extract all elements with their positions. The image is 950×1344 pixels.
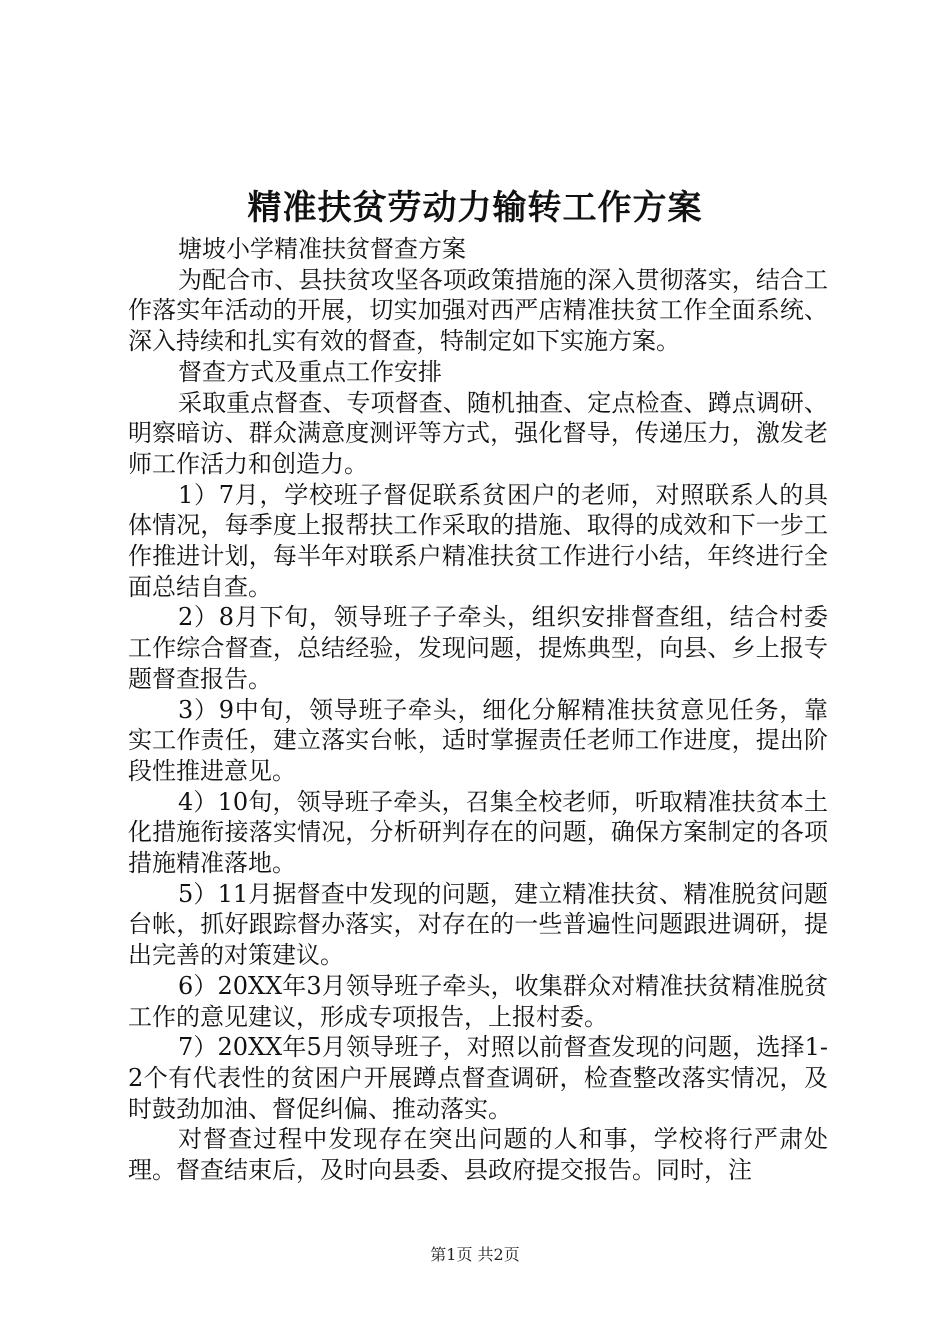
page-number-footer: 第1页 共2页 xyxy=(430,1245,520,1264)
document-body xyxy=(128,234,828,1186)
paragraph-2: 为配合市、县扶贫攻坚各项政策措施的深入贯彻落实，结合工作落实年活动的开展，切实加强对西严店精准扶贫工作全面系统、深入持续和扎实有效的督查，特制定如下实施方案。 xyxy=(128,265,828,356)
paragraph-10: 6）20XX年3月领导班子牵头，收集群众对精准扶贫精准脱贫工作的意见建议，形成专项报告，上报村委。 xyxy=(128,971,828,1031)
paragraph-7: 3）9中旬，领导班子牵头，细化分解精准扶贫意见任务，靠实工作责任，建立落实台帐，适时掌握责任老师工作进度，提出阶段性推进意见。 xyxy=(128,695,828,785)
paragraph-3: 督查方式及重点工作安排 xyxy=(178,357,442,386)
paragraph-5: 1）7月，学校班子督促联系贫困户的老师，对照联系人的具体情况，每季度上报帮扶工作采取的措施、取得的成效和下一步工作推进计划，每半年对联系户精准扶贫工作进行小结，年终进行全面总结自查。 xyxy=(128,480,828,601)
paragraph-8: 4）10旬，领导班子牵头，召集全校老师，听取精准扶贫本土化措施衔接落实情况，分析研判存在的问题，确保方案制定的各项措施精准落地。 xyxy=(128,787,828,878)
document-title: 精准扶贫劳动力输转工作方案 xyxy=(247,188,703,228)
paragraph-11: 7）20XX年5月领导班子，对照以前督查发现的问题，选择1-2个有代表性的贫困户开展蹲点督查调研，检查整改落实情况，及时鼓劲加油、督促纠偏、推动落实。 xyxy=(128,1033,828,1123)
paragraph-1: 塘坡小学精准扶贫督查方案 xyxy=(178,235,466,263)
paragraph-12: 对督查过程中发现存在突出问题的人和事，学校将行严肃处理。督查结束后，及时向县委、县政府提交报告。同时，注 xyxy=(128,1125,828,1185)
paragraph-6: 2）8月下旬，领导班子子牵头，组织安排督查组，结合村委工作综合督查，总结经验，发现问题，提炼典型，向县、乡上报专题督查报告。 xyxy=(128,603,828,693)
paragraph-4: 采取重点督查、专项督查、随机抽查、定点检查、蹲点调研、明察暗访、群众满意度测评等方式，强化督导，传递压力，激发老师工作活力和创造力。 xyxy=(128,388,828,478)
paragraph-9: 5）11月据督查中发现的问题，建立精准扶贫、精准脱贫问题台帐，抓好跟踪督办落实，对存在的一些普遍性问题跟进调研，提出完善的对策建议。 xyxy=(128,879,828,970)
